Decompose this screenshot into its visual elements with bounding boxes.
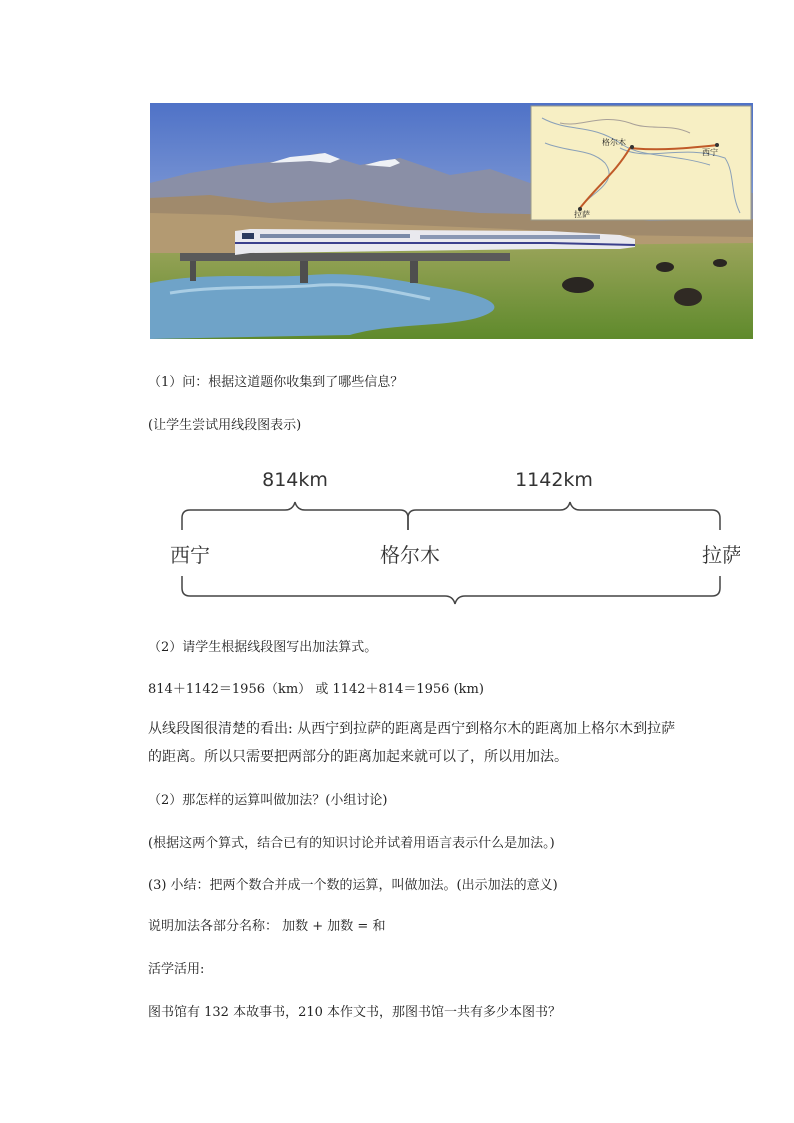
station-mid: 格尔木 — [380, 543, 440, 567]
summary: (3) 小结：把两个数合并成一个数的运算，叫做加法。(出示加法的意义) — [148, 878, 558, 893]
question-2: （2）请学生根据线段图写出加法算式。 — [148, 640, 378, 655]
explanation-line-1: 从线段图很清楚的看出: 从西宁到拉萨的距离是西宁到格尔木的距离加上格尔木到拉萨 — [148, 721, 676, 737]
question-3-note: (根据这两个算式，结合已有的知识讨论并试着用语言表示什么是加法。) — [148, 836, 555, 851]
segment-1-label: 814km — [262, 469, 328, 491]
addition-parts: 说明加法各部分名称： 加数 + 加数 = 和 — [148, 919, 386, 934]
map-label-geermu: 格尔木 — [602, 138, 626, 147]
question-3: （2）那怎样的运算叫做加法？(小组讨论) — [148, 793, 388, 808]
brace-total — [182, 576, 720, 604]
explanation-line-2: 的距离。所以只需要把两部分的距离加起来就可以了，所以用加法。 — [148, 749, 568, 765]
railway-illustration — [150, 103, 753, 339]
practice-problem: 图书馆有 132 本故事书，210 本作文书，那图书馆一共有多少本图书？ — [148, 1005, 562, 1020]
segment-diagram-svg — [160, 450, 740, 610]
map-label-lasa: 拉萨 — [574, 210, 590, 219]
station-end: 拉萨 — [702, 543, 740, 567]
brace-segment-2 — [408, 502, 720, 530]
line-segment-diagram — [160, 450, 740, 610]
inset-map — [531, 106, 751, 220]
map-label-xining: 西宁 — [702, 148, 718, 157]
station-start: 西宁 — [170, 543, 210, 567]
question-1-note: (让学生尝试用线段图表示) — [148, 418, 302, 433]
practice-title: 活学活用: — [148, 962, 205, 977]
segment-2-label: 1142km — [515, 469, 593, 491]
railway-scene — [150, 103, 753, 339]
question-1: （1）问：根据这道题你收集到了哪些信息？ — [148, 375, 404, 390]
brace-segment-1 — [182, 502, 408, 530]
addition-formulas: 814＋1142＝1956（km） 或 1142＋814＝1956 (km) — [148, 682, 484, 697]
